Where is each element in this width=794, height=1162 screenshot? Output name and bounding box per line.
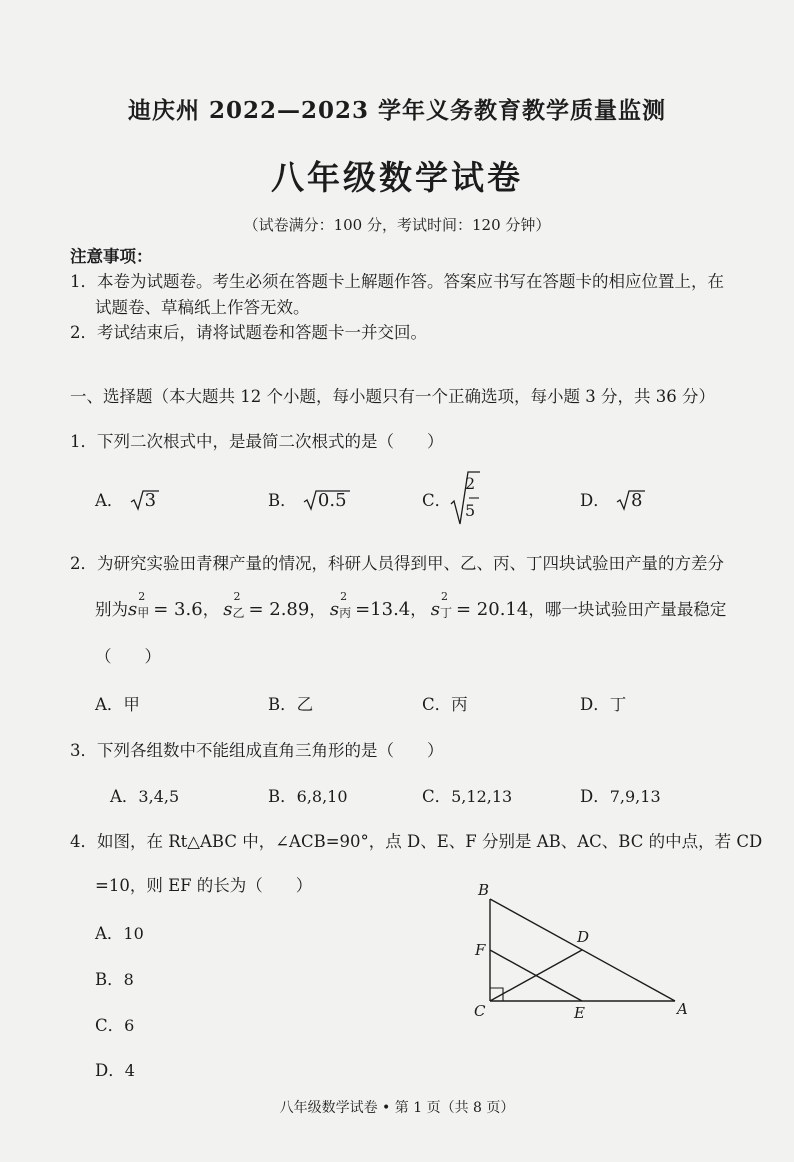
question-2-stem-line-1: 2．为研究实验田青稞产量的情况，科研人员得到甲、乙、丙、丁四块试验田产量的方差分	[70, 554, 724, 573]
q4-option-d[interactable]: D．4	[95, 1061, 135, 1080]
label-d: D	[577, 928, 590, 946]
section-1-heading: 一、选择题（本大题共 12 个小题，每小题只有一个正确选项，每小题 3 分，共 36 分）	[70, 387, 715, 406]
q4-option-a[interactable]: A．10	[95, 924, 144, 943]
q4-option-c[interactable]: C．6	[95, 1016, 135, 1035]
question-1-stem: 1．下列二次根式中，是最简二次根式的是（ ）	[70, 432, 444, 451]
paper-title: 八年级数学试卷	[271, 158, 523, 197]
question-2-stem-line-2: 别为s 2 甲 = 3.6， s 2 乙 = 2.89， s 2 丙 =13.4， s 2 丁 = 20.14，哪一块试验田产量最稳定	[95, 590, 727, 620]
triangle-figure	[460, 875, 700, 1025]
q3-option-c[interactable]: C．5,12,13	[422, 787, 513, 806]
question-4-stem-line-1: 4．如图，在 Rt△ABC 中，∠ACB=90°，点 D、E、F 分别是 AB、AC、BC 的中点，若 CD	[70, 832, 763, 851]
q2-line2-suffix: ，哪一块试验田产量最稳定	[528, 600, 727, 619]
question-4-stem-line-2: =10，则 EF 的长为（ ）	[95, 876, 313, 895]
q2-option-c[interactable]: C．丙	[422, 695, 468, 714]
option-letter: C．	[422, 491, 452, 510]
q4-option-b[interactable]: B．8	[95, 970, 134, 989]
note-item-1-line-1: 1．本卷为试题卷。考生必须在答题卡上解题作答。答案应书写在答题卡的相应位置上，在	[70, 272, 724, 291]
label-b: B	[478, 881, 490, 899]
variance-subscript: 丁	[440, 606, 453, 620]
q2-option-b[interactable]: B．乙	[268, 695, 314, 714]
q1-option-b[interactable]	[268, 487, 347, 511]
note-item-1-line-2: 试题卷、草稿纸上作答无效。	[95, 298, 310, 317]
variance-value: = 20.14	[456, 599, 529, 620]
q3-option-a[interactable]: A．3,4,5	[110, 787, 180, 806]
option-letter: D．	[580, 491, 610, 510]
label-f: F	[475, 941, 486, 959]
exam-info: （试卷满分：100 分，考试时间：120 分钟）	[243, 216, 551, 234]
q3-option-d[interactable]: D．7,9,13	[580, 787, 661, 806]
q1-d-radicand: 8	[630, 490, 643, 511]
q1-b-radicand: 0.5	[317, 490, 347, 511]
q1-c-numerator: 2	[465, 474, 476, 493]
q1-option-a[interactable]	[95, 487, 156, 511]
q1-a-radicand: 3	[144, 490, 157, 511]
q1-c-denominator: 5	[465, 501, 476, 520]
q2-option-d[interactable]: D．丁	[580, 695, 627, 714]
note-item-2: 2．考试结束后，请将试题卷和答题卡一并交回。	[70, 323, 427, 342]
notes-heading: 注意事项：	[70, 247, 153, 266]
label-e: E	[574, 1004, 585, 1022]
question-2-answer-paren: （ ）	[95, 647, 161, 666]
variance-value: = 3.6	[153, 599, 203, 620]
variance-value: = 2.89	[248, 599, 310, 620]
variance-subscript: 甲	[137, 606, 150, 620]
q1-option-d[interactable]	[580, 487, 642, 511]
label-c: C	[474, 1002, 486, 1020]
q2-line2-prefix: 别为	[95, 600, 128, 619]
option-letter: B．	[268, 491, 297, 510]
exam-title: 迪庆州 2022—2023 学年义务教育教学质量监测	[127, 97, 667, 124]
page-footer: 八年级数学试卷 • 第 1 页（共 8 页）	[279, 1100, 515, 1116]
q2-option-a[interactable]: A．甲	[95, 695, 140, 714]
q3-option-b[interactable]: B．6,8,10	[268, 787, 348, 806]
question-3-stem: 3．下列各组数中不能组成直角三角形的是（ ）	[70, 741, 444, 760]
variance-subscript: 丙	[339, 606, 352, 620]
option-letter: A．	[95, 491, 124, 510]
variance-subscript: 乙	[232, 606, 245, 620]
variance-value: =13.4	[355, 599, 411, 620]
label-a: A	[677, 1000, 688, 1018]
